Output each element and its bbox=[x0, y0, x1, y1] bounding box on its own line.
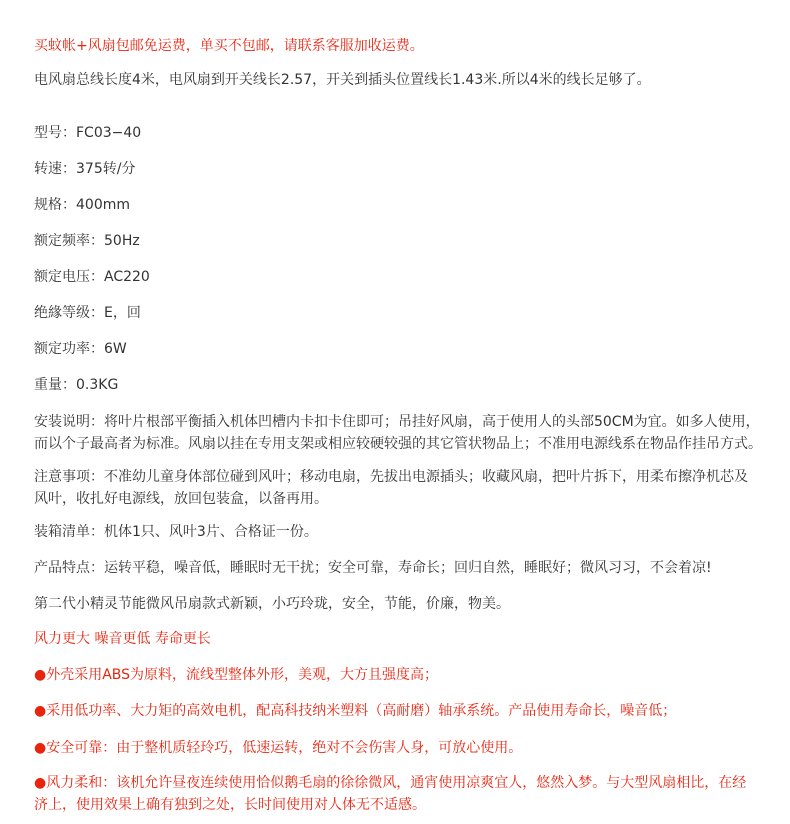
highlight-slogan: 风力更大 噪音更低 寿命更长 bbox=[34, 631, 211, 647]
bullet-text: 安全可靠：由于整机质轻玲巧，低速运转，绝对不会伤害人身，可放心使用。 bbox=[46, 740, 523, 756]
spec-value: 50Hz bbox=[104, 233, 140, 249]
spec-weight bbox=[34, 373, 774, 397]
bullet-text: 外壳采用ABS为原料，流线型整体外形，美观，大方且强度高； bbox=[46, 667, 439, 683]
spec-size bbox=[34, 193, 774, 217]
spec-insulation bbox=[34, 301, 774, 325]
product-intro: 第二代小精灵节能微风吊扇款式新颖，小巧玲珑，安全，节能，价廉，物美。 bbox=[34, 596, 510, 612]
bullet-icon: ● bbox=[34, 703, 47, 719]
spec-value: AC220 bbox=[104, 269, 150, 285]
install-instructions-line1: 安装说明：将叶片根部平衡插入机体凹槽内卡扣卡住即可；吊挂好风扇，高于使用人的头部50CM为宜。如多人使用， bbox=[34, 414, 760, 430]
spec-label: 额定功率： bbox=[34, 341, 104, 357]
bullet-icon: ● bbox=[34, 667, 47, 683]
bullet-item bbox=[34, 699, 774, 723]
spec-label: 重量： bbox=[34, 377, 76, 393]
install-instructions-line2: 而以个子最高者为标准。风扇以挂在专用支架或相应较硬较强的其它管状物品上；不准用电源线系在物品作挂吊方式。 bbox=[34, 436, 762, 452]
spec-frequency bbox=[34, 229, 774, 253]
spec-label: 绝緣等级： bbox=[34, 305, 104, 321]
bullet-text: 采用低功率、大力矩的高效电机，配高科技纳米塑料（高耐磨）轴承系统。产品使用寿命长，噪音低； bbox=[46, 703, 677, 719]
caution-line2: 风叶，收扎好电源线，放回包装盒，以备再用。 bbox=[34, 491, 328, 507]
bullet-item bbox=[34, 771, 774, 795]
packing-list: 装箱清单：机体1只、风叶3片、合格证一份。 bbox=[34, 524, 318, 540]
spec-value: 0.3KG bbox=[76, 377, 119, 393]
spec-value: 6W bbox=[104, 341, 127, 357]
spec-label: 型号： bbox=[34, 125, 76, 141]
spec-value: 400mm bbox=[76, 197, 130, 213]
bullet-icon: ● bbox=[34, 740, 47, 756]
spec-speed bbox=[34, 157, 774, 181]
spec-label: 转速： bbox=[34, 161, 76, 177]
spec-value: E，回 bbox=[104, 305, 141, 321]
spec-voltage bbox=[34, 265, 774, 289]
spec-label: 规格： bbox=[34, 197, 76, 213]
cable-length-note: 电风扇总线长度4米，电风扇到开关线长2.57，开关到插头位置线长1.43米.所以4米的线长足够了。 bbox=[34, 72, 651, 88]
bullet-icon: ● bbox=[34, 775, 47, 791]
shipping-note: 买蚊帐+风扇包邮免运费，单买不包邮，请联系客服加收运费。 bbox=[34, 38, 424, 54]
spec-power bbox=[34, 337, 774, 361]
bullet-text-continued: 济上，使用效果上确有独到之处，长时间使用对人体无不适感。 bbox=[34, 797, 426, 813]
bullet-item bbox=[34, 663, 774, 687]
spec-model bbox=[34, 121, 774, 145]
bullet-text: 风力柔和：该机允许昼夜连续使用恰似鹅毛扇的徐徐微风，通宵使用凉爽宜人，悠然入梦。与大型风扇相比，在经 bbox=[46, 775, 747, 791]
spec-label: 额定频率： bbox=[34, 233, 104, 249]
spec-value: 375转/分 bbox=[76, 161, 136, 177]
product-features: 产品特点：运转平稳，噪音低，睡眠时无干扰；安全可靠，寿命长；回归自然，睡眠好；微风习习，不会着凉! bbox=[34, 560, 712, 576]
caution-line1: 注意事项：不准幼儿童身体部位碰到风叶；移动电扇，先拔出电源插头；收藏风扇，把叶片拆下，用柔布擦净机芯及 bbox=[34, 469, 748, 485]
spec-label: 额定电压： bbox=[34, 269, 104, 285]
bullet-item bbox=[34, 736, 774, 760]
spec-value: FC03−40 bbox=[76, 125, 142, 141]
